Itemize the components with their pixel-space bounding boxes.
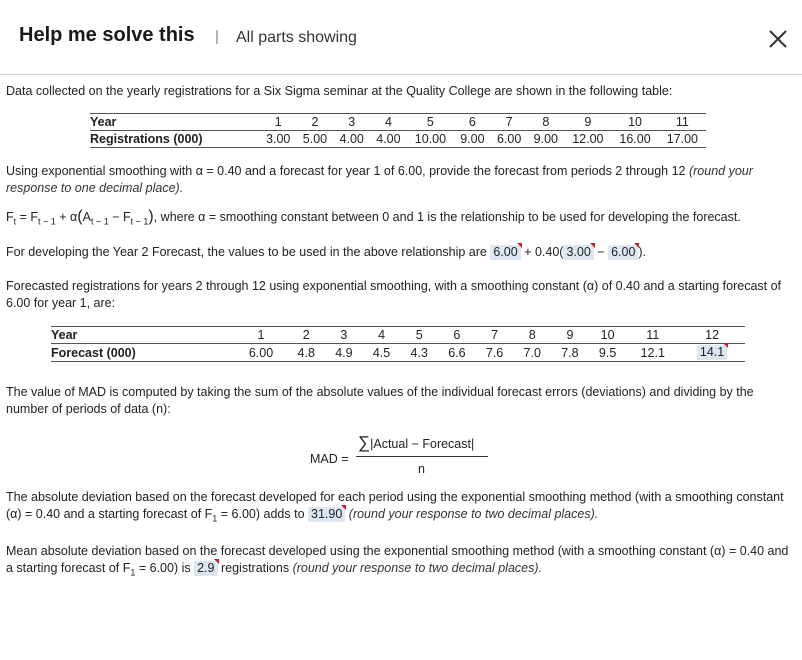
- mad-result-suffix: registrations: [220, 561, 290, 575]
- table-cell-forecast: 7.8: [551, 344, 589, 362]
- table-cell-year: 10: [589, 327, 627, 344]
- table-cell-registrations: 12.00: [564, 131, 611, 148]
- year-header: Year: [90, 114, 260, 131]
- registrations-header: Registrations (000): [90, 131, 260, 148]
- table-cell-year: 11: [626, 327, 679, 344]
- year2-prefix: For developing the Year 2 Forecast, the values to be used in the above relationship are: [6, 245, 487, 259]
- dialog-title: Help me solve this: [19, 24, 195, 46]
- table-cell-year: 10: [611, 114, 658, 131]
- forecast-header: Forecast (000): [51, 344, 235, 362]
- table-cell-year: 3: [333, 114, 370, 131]
- table-cell-registrations: 6.00: [491, 131, 528, 148]
- table-cell-forecast: 4.8: [287, 344, 325, 362]
- formula-paren-close: ): [148, 208, 154, 225]
- table-cell-year: 6: [438, 327, 476, 344]
- formula-eq: = F: [16, 210, 39, 224]
- table-cell-year: 8: [527, 114, 564, 131]
- table-cell-year: 5: [400, 327, 438, 344]
- sigma-symbol: ∑: [358, 433, 371, 452]
- table-cell-forecast: 7.0: [513, 344, 551, 362]
- question-body: Using exponential smoothing with α = 0.40 and a forecast for year 1 of 6.00, provide the forecast from periods 2 through 12: [6, 164, 686, 178]
- table-row: [51, 327, 745, 344]
- registrations-table: [90, 113, 706, 148]
- table-cell-forecast: 4.3: [400, 344, 438, 362]
- table-cell-year: 5: [407, 114, 454, 131]
- table-row: [90, 114, 706, 131]
- close-icon[interactable]: [767, 28, 789, 50]
- table-cell-registrations: 10.00: [407, 131, 454, 148]
- mad-result-hint: (round your response to two decimal places).: [292, 561, 542, 575]
- formula-f: F: [6, 210, 14, 224]
- formula-sub-a: t − 1: [90, 216, 109, 227]
- table-cell-year: 1: [260, 114, 297, 131]
- title-separator: |: [215, 28, 219, 45]
- table-cell-year: 3: [325, 327, 363, 344]
- question-hint: (round your response to one decimal place).: [6, 164, 753, 195]
- table-cell-forecast: 6.6: [438, 344, 476, 362]
- year2-suffix: ).: [638, 245, 647, 259]
- answer-forecast-year-12[interactable]: 14.1: [697, 345, 727, 360]
- table-cell-forecast: 9.5: [589, 344, 627, 362]
- answer-year2-val3[interactable]: 6.00: [608, 245, 638, 260]
- solution-content: [0, 75, 802, 660]
- abs-dev-mid: = 6.00) adds to: [217, 507, 305, 521]
- mad-intro: The value of MAD is computed by taking the sum of the absolute values of the individual forecast errors (deviations) and dividing by the number of periods of data (n):: [6, 385, 754, 416]
- forecast-year-header: Year: [51, 327, 235, 344]
- year2-line: [6, 244, 791, 261]
- table-cell-forecast: 4.9: [325, 344, 363, 362]
- mad-result-text: [6, 543, 791, 582]
- formula-where: , where α = smoothing constant between 0 and 1 is the relationship to be used for developing the forecast.: [153, 210, 741, 224]
- mad-numerator-text: |Actual − Forecast|: [370, 437, 475, 451]
- formula-sub-f: t − 1: [130, 216, 149, 227]
- table-cell-registrations: 9.00: [527, 131, 564, 148]
- mad-label: MAD =: [310, 452, 349, 466]
- table-cell-registrations: 4.00: [370, 131, 407, 148]
- mad-numerator: [358, 433, 474, 453]
- formula-paren-open: (: [77, 208, 83, 225]
- table-cell-registrations: 17.00: [659, 131, 706, 148]
- formula-sub-t: t: [13, 216, 17, 227]
- table-cell-year: 7: [491, 114, 528, 131]
- table-cell-forecast: 7.6: [476, 344, 514, 362]
- answer-abs-dev[interactable]: 31.90: [308, 507, 345, 522]
- dialog-header: [0, 0, 802, 75]
- table-cell-year: 2: [297, 114, 334, 131]
- table-cell-registrations: 3.00: [260, 131, 297, 148]
- table-cell-year: 6: [454, 114, 491, 131]
- forecast-table: [51, 326, 745, 362]
- mad-formula: [310, 433, 500, 483]
- fraction-bar: [356, 456, 488, 457]
- mad-result-prefix: Mean absolute deviation based on the forecast developed using the exponential smoothing method (with a smoothing constant (α) = 0.40 and a starting forecast of F: [6, 544, 789, 575]
- table-cell-forecast: 12.1: [626, 344, 679, 362]
- table-cell-forecast: 6.00: [235, 344, 288, 362]
- answer-year2-val1[interactable]: 6.00: [490, 245, 520, 260]
- table-cell-year: 2: [287, 327, 325, 344]
- mad-result-sub: 1: [130, 567, 136, 578]
- table-cell-registrations: 16.00: [611, 131, 658, 148]
- table-row: [51, 344, 745, 362]
- table-cell-registrations: 4.00: [333, 131, 370, 148]
- abs-dev-sub: 1: [212, 513, 218, 524]
- table-cell-registrations: 9.00: [454, 131, 491, 148]
- question-text: [6, 163, 791, 197]
- intro-text: Data collected on the yearly registrations for a Six Sigma seminar at the Quality College are shown in the following table:: [6, 84, 673, 98]
- mad-denominator: n: [418, 462, 425, 476]
- table-cell-year: 1: [235, 327, 288, 344]
- abs-dev-hint: (round your response to two decimal places).: [348, 507, 599, 521]
- abs-dev-text: [6, 489, 791, 528]
- table-row: [90, 131, 706, 148]
- table-cell-year: 9: [564, 114, 611, 131]
- table-cell-year: 4: [363, 327, 401, 344]
- year2-minus: −: [597, 245, 605, 259]
- formula-a: A: [82, 210, 91, 224]
- formula-minus: − F: [108, 210, 131, 224]
- table-cell-year: 7: [476, 327, 514, 344]
- mad-result-mid: = 6.00) is: [135, 561, 191, 575]
- table-cell-year: 12: [679, 327, 745, 344]
- table-cell-registrations: 5.00: [297, 131, 334, 148]
- table-cell-year: 9: [551, 327, 589, 344]
- abs-dev-prefix: The absolute deviation based on the forecast developed for each period using the exponential smoothing method (with a smoothing constant (α) = 0.40 and a starting forecast of F: [6, 490, 784, 521]
- formula-sub-t1: t − 1: [38, 216, 56, 227]
- table-cell-year: 4: [370, 114, 407, 131]
- dialog-subtitle: All parts showing: [236, 29, 357, 46]
- table-cell-forecast-answer: [679, 344, 745, 362]
- formula-line: [6, 208, 791, 231]
- table-cell-forecast: 4.5: [363, 344, 401, 362]
- answer-year2-val2[interactable]: 3.00: [563, 245, 593, 260]
- forecast-intro: Forecasted registrations for years 2 through 12 using exponential smoothing, with a smoothing constant (α) of 0.40 and a starting forecast of 6.00 for year 1, are:: [6, 279, 782, 310]
- table-cell-year: 11: [659, 114, 706, 131]
- answer-mad[interactable]: 2.9: [194, 561, 217, 576]
- table-cell-year: 8: [513, 327, 551, 344]
- formula-plus: + α: [55, 210, 78, 224]
- year2-mid: + 0.40(: [524, 245, 564, 259]
